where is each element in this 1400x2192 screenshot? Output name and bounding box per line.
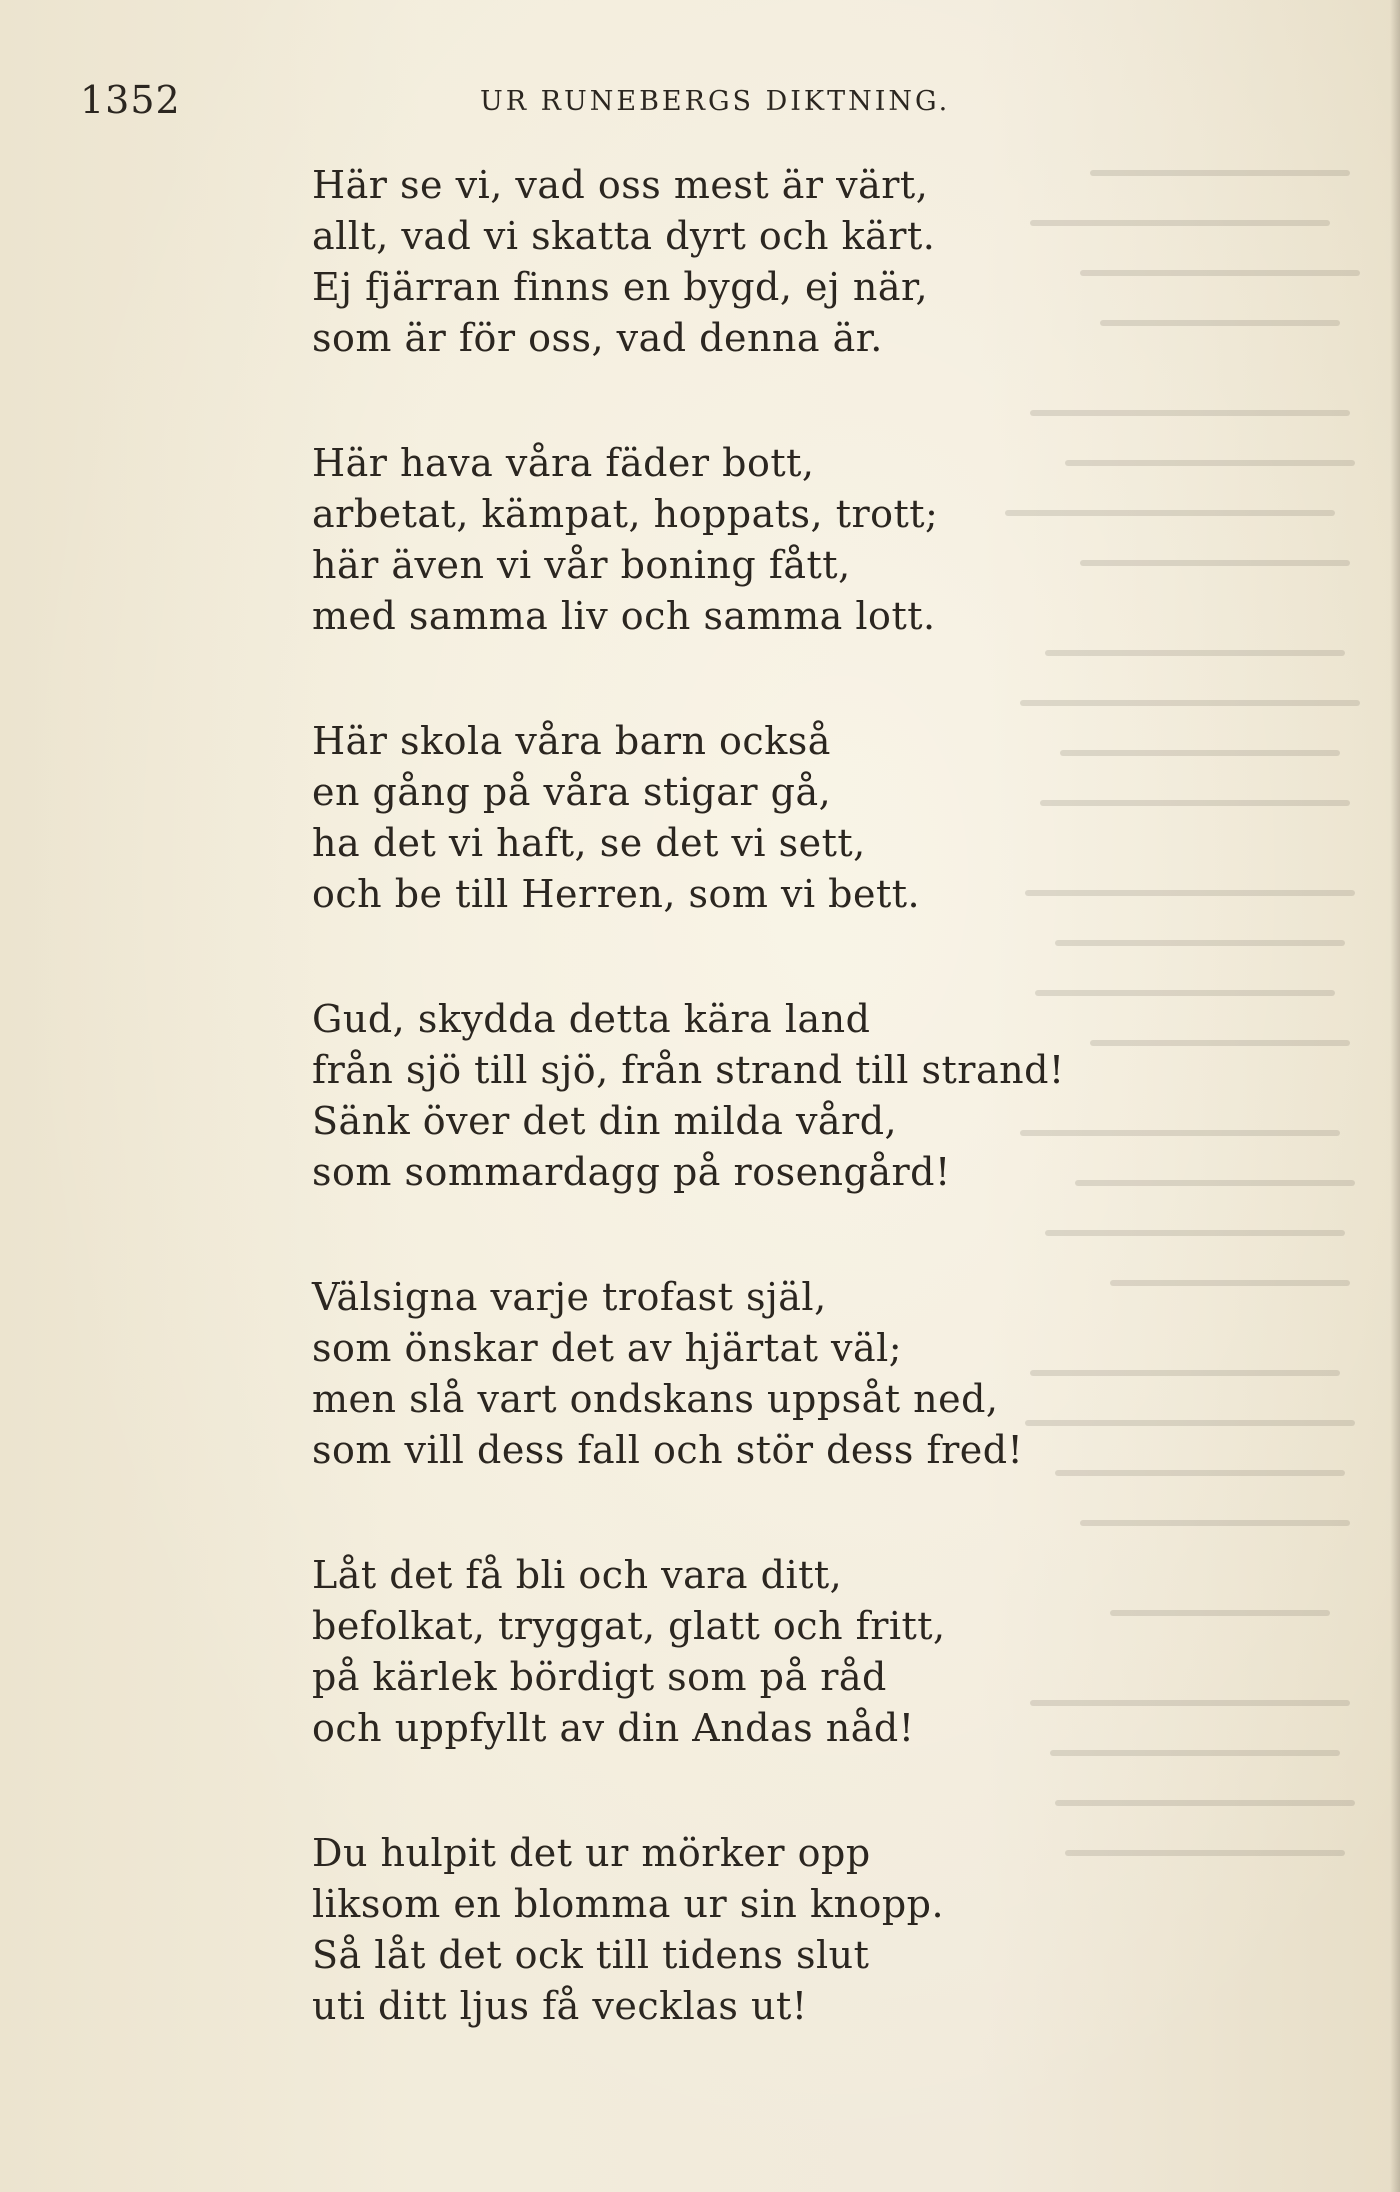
- stanza: [312, 1272, 1172, 1476]
- verse-line: en gång på våra stigar gå,: [312, 770, 832, 814]
- stanza: [312, 160, 1172, 364]
- verse-line: som önskar det av hjärtat väl;: [312, 1326, 903, 1370]
- verse-line: liksom en blomma ur sin knopp.: [312, 1882, 945, 1926]
- verse-line: och uppfyllt av din Andas nåd!: [312, 1706, 915, 1750]
- stanza: [312, 438, 1172, 642]
- verse-line: Så låt det ock till tidens slut: [312, 1933, 870, 1977]
- verse-line: Sänk över det din milda vård,: [312, 1099, 898, 1143]
- verse-line: Här skola våra barn också: [312, 719, 831, 763]
- stanza: [312, 716, 1172, 920]
- stanza: [312, 1550, 1172, 1754]
- verse-line: Här se vi, vad oss mest är värt,: [312, 163, 929, 207]
- verse-line: Låt det få bli och vara ditt,: [312, 1553, 843, 1597]
- verse-line: som vill dess fall och stör dess fred!: [312, 1428, 1024, 1472]
- verse-line: Ej fjärran finns en bygd, ej när,: [312, 265, 929, 309]
- verse-line: Här hava våra fäder bott,: [312, 441, 815, 485]
- verse-line: arbetat, kämpat, hoppats, trott;: [312, 492, 939, 536]
- verse-line: befolkat, tryggat, glatt och fritt,: [312, 1604, 946, 1648]
- verse-line: som är för oss, vad denna är.: [312, 316, 883, 360]
- verse-line: från sjö till sjö, från strand till strand!: [312, 1048, 1065, 1092]
- poem: [312, 160, 1172, 2106]
- verse-line: Gud, skydda detta kära land: [312, 997, 871, 1041]
- page-number: 1352: [80, 78, 181, 122]
- page-edge-shadow: [1390, 0, 1400, 2192]
- verse-line: uti ditt ljus få vecklas ut!: [312, 1984, 808, 2028]
- stanza: [312, 994, 1172, 1198]
- running-head: UR RUNEBERGS DIKTNING.: [480, 86, 951, 117]
- stanza: [312, 1828, 1172, 2032]
- verse-line: Välsigna varje trofast själ,: [312, 1275, 827, 1319]
- verse-line: på kärlek bördigt som på råd: [312, 1655, 887, 1699]
- verse-line: ha det vi haft, se det vi sett,: [312, 821, 866, 865]
- verse-line: med samma liv och samma lott.: [312, 594, 936, 638]
- verse-line: som sommardagg på rosengård!: [312, 1150, 951, 1194]
- verse-line: allt, vad vi skatta dyrt och kärt.: [312, 214, 936, 258]
- verse-line: men slå vart ondskans uppsåt ned,: [312, 1377, 999, 1421]
- verse-line: och be till Herren, som vi bett.: [312, 872, 921, 916]
- verse-line: här även vi vår boning fått,: [312, 543, 851, 587]
- verse-line: Du hulpit det ur mörker opp: [312, 1831, 871, 1875]
